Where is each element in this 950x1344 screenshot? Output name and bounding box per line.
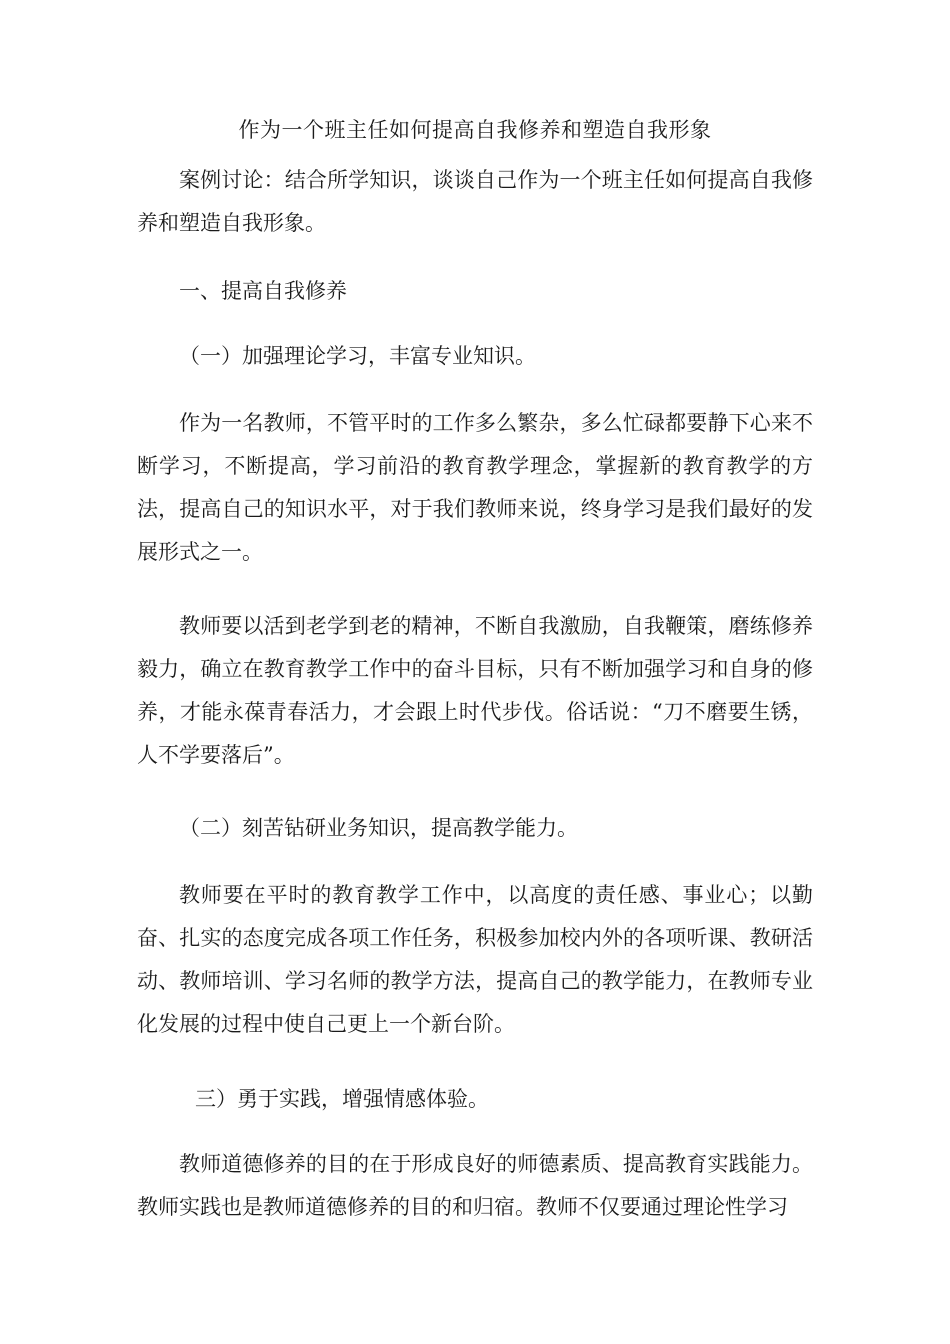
intro-paragraph: 案例讨论：结合所学知识，谈谈自己作为一个班主任如何提高自我修养和塑造自我形象。 bbox=[137, 168, 813, 235]
paragraph-2: 教师要以活到老学到老的精神，不断自我激励，自我鞭策，磨练修养毅力，确立在教育教学工作中的奋斗目标，只有不断加强学习和自身的修养，才能永葆青春活力，才会跟上时代步伐。俗话说：“刀不磨要生锈，人不学要落后”。 bbox=[137, 614, 813, 767]
paragraph-4: 教师道德修养的目的在于形成良好的师德素质、提高教育实践能力。教师实践也是教师道德修养的目的和归宿。教师不仅要通过理论性学习 bbox=[137, 1152, 813, 1219]
subsection-heading-3: 三）勇于实践，增强情感体验。 bbox=[195, 1087, 489, 1111]
subsection-heading-2: （二）刻苦钻研业务知识，提高教学能力。 bbox=[179, 816, 578, 840]
document-title: 作为一个班主任如何提高自我修养和塑造自我形象 bbox=[238, 118, 712, 142]
paragraph-1: 作为一名教师，不管平时的工作多么繁杂，多么忙碌都要静下心来不断学习，不断提高，学习前沿的教育教学理念，掌握新的教育教学的方法，提高自己的知识水平，对于我们教师来说，终身学习是我们最好的发展形式之一。 bbox=[137, 411, 813, 564]
section-heading-1: 一、提高自我修养 bbox=[179, 279, 347, 303]
paragraph-3: 教师要在平时的教育教学工作中，以高度的责任感、事业心；以勤奋、扎实的态度完成各项工作任务，积极参加校内外的各项听课、教研活动、教师培训、学习名师的教学方法，提高自己的教学能力，在教师专业化发展的过程中使自己更上一个新台阶。 bbox=[137, 883, 813, 1036]
subsection-heading-1: （一）加强理论学习，丰富专业知识。 bbox=[179, 344, 536, 368]
